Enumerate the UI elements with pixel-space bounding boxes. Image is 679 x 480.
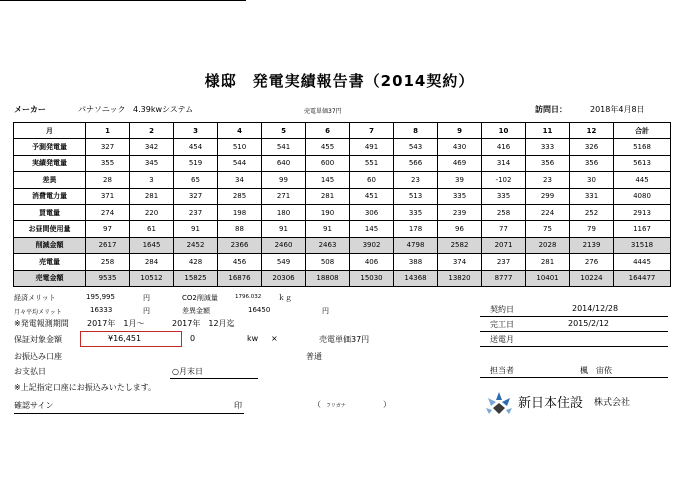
table-cell: 20306 (262, 270, 306, 286)
row-label: 予測発電量 (14, 139, 86, 155)
row-label: お昼間使用量 (14, 221, 86, 237)
co2-label: CO2削減量 (182, 294, 218, 302)
contract-date-line (480, 316, 668, 317)
company-logo-mark (484, 390, 514, 416)
table-cell: 274 (86, 204, 130, 220)
row-label: 消費電力量 (14, 188, 86, 204)
table-cell: 333 (526, 139, 570, 155)
table-header-row (14, 123, 671, 139)
maker-label: メーカー (14, 105, 46, 114)
table-cell: 519 (174, 155, 218, 171)
table-cell: 345 (130, 155, 174, 171)
table-cell: 23 (394, 172, 438, 188)
table-cell: 371 (86, 188, 130, 204)
contract-date-label: 契約日 (490, 305, 514, 314)
table-cell: 285 (218, 188, 262, 204)
furigana-label: フリガナ (326, 403, 346, 409)
table-cell: 314 (482, 155, 526, 171)
guarantee-qty: 0 (190, 334, 196, 343)
diff-unit: 円 (322, 307, 329, 315)
table-row (14, 172, 671, 188)
table-cell: 16876 (218, 270, 262, 286)
seal-label: 印 (234, 401, 242, 410)
table-cell: 237 (174, 204, 218, 220)
logo-petal (502, 398, 510, 406)
table-header-cell: 5 (262, 123, 306, 139)
table-cell: 513 (394, 188, 438, 204)
table-cell: 327 (174, 188, 218, 204)
table-cell: 281 (526, 254, 570, 270)
table-cell: 91 (262, 221, 306, 237)
guarantee-unit: kw (247, 334, 259, 343)
table-cell: 299 (526, 188, 570, 204)
table-cell: 640 (262, 155, 306, 171)
table-cell: 10512 (130, 270, 174, 286)
table-cell: 145 (306, 172, 350, 188)
table-cell: 178 (394, 221, 438, 237)
table-cell: 88 (218, 221, 262, 237)
table-cell: 10401 (526, 270, 570, 286)
complete-date-line (480, 331, 668, 332)
table-cell: 180 (262, 204, 306, 220)
table-cell: 14368 (394, 270, 438, 286)
period-start: 2017年 1月～ (87, 319, 145, 328)
table-cell: 10224 (570, 270, 614, 286)
table-cell: 549 (262, 254, 306, 270)
table-header-cell: 10 (482, 123, 526, 139)
diff-label: 差異金額 (182, 307, 210, 315)
table-cell: 252 (570, 204, 614, 220)
table-cell: 456 (218, 254, 262, 270)
payday-value: ○月末日 (172, 367, 203, 376)
table-cell: 23 (526, 172, 570, 188)
table-cell: 4445 (614, 254, 671, 270)
table-cell: 374 (438, 254, 482, 270)
table-cell: 428 (174, 254, 218, 270)
table-cell: 9535 (86, 270, 130, 286)
company-name: 新日本住設 (518, 396, 584, 411)
maker-value: パナソニック (78, 105, 126, 114)
table-cell: 97 (86, 221, 130, 237)
table-cell: 356 (526, 155, 570, 171)
table-cell: 335 (482, 188, 526, 204)
table-cell: 65 (174, 172, 218, 188)
co2-value: 1796.032 (235, 294, 262, 300)
table-cell: 284 (130, 254, 174, 270)
table-cell: 3 (130, 172, 174, 188)
table-cell: 2913 (614, 204, 671, 220)
table-cell: 258 (482, 204, 526, 220)
staff-name: 楓 宙依 (580, 366, 612, 375)
table-cell: 239 (438, 204, 482, 220)
staff-label: 担当者 (490, 366, 514, 375)
table-cell: 2463 (306, 237, 350, 253)
period-label: ※発電報測期間 (14, 319, 69, 328)
table-cell: 454 (174, 139, 218, 155)
table-cell: 331 (570, 188, 614, 204)
payday-label: お支払日 (14, 367, 46, 376)
logo-petal (506, 408, 512, 414)
row-label: 買電量 (14, 204, 86, 220)
table-cell: 15825 (174, 270, 218, 286)
logo-petal (496, 392, 502, 400)
header-underline (0, 0, 246, 1)
logo-petal (493, 403, 505, 414)
generation-table (13, 122, 671, 287)
table-header-cell: 合計 (614, 123, 671, 139)
table-row (14, 270, 671, 286)
table-cell: 39 (438, 172, 482, 188)
table-cell: 1167 (614, 221, 671, 237)
unit-price-note: 売電単価37円 (304, 108, 342, 115)
table-header-cell: 3 (174, 123, 218, 139)
table-cell: 356 (570, 155, 614, 171)
table-cell: 1645 (130, 237, 174, 253)
table-cell: 469 (438, 155, 482, 171)
table-cell: 335 (438, 188, 482, 204)
table-cell: 2452 (174, 237, 218, 253)
complete-date: 2015/2/12 (568, 319, 610, 328)
table-cell: 5168 (614, 139, 671, 155)
table-cell: 551 (350, 155, 394, 171)
table-cell: 61 (130, 221, 174, 237)
page-title: 様邸 発電実績報告書（2014契約） (204, 72, 475, 90)
table-cell: 18808 (306, 270, 350, 286)
row-label: 削減金額 (14, 237, 86, 253)
table-cell: 566 (394, 155, 438, 171)
table-cell: 5613 (614, 155, 671, 171)
table-row (14, 237, 671, 253)
table-cell: 342 (130, 139, 174, 155)
table-row (14, 204, 671, 220)
table-cell: 3902 (350, 237, 394, 253)
send-month-label: 送電月 (490, 335, 514, 344)
table-row (14, 188, 671, 204)
table-cell: 508 (306, 254, 350, 270)
table-cell: 31518 (614, 237, 671, 253)
table-cell: 145 (350, 221, 394, 237)
table-cell: 544 (218, 155, 262, 171)
table-cell: 327 (86, 139, 130, 155)
logo-petal (486, 408, 492, 414)
table-cell: 510 (218, 139, 262, 155)
table-header-cell: 9 (438, 123, 482, 139)
signature-label: 確認サイン (14, 401, 54, 410)
guarantee-amount: ¥16,451 (108, 334, 142, 343)
transfer-note: ※上記指定口座にお振込みいたします。 (14, 383, 157, 392)
table-cell: 306 (350, 204, 394, 220)
table-cell: 75 (526, 221, 570, 237)
table-cell: 451 (350, 188, 394, 204)
table-cell: 416 (482, 139, 526, 155)
table-cell: 281 (130, 188, 174, 204)
visit-date: 2018年4月8日 (590, 105, 645, 114)
bank-type: 普通 (306, 352, 322, 361)
bank-label: お振込み口座 (14, 352, 62, 361)
period-end: 2017年 12月迄 (172, 319, 235, 328)
table-row (14, 254, 671, 270)
table-cell: 2460 (262, 237, 306, 253)
table-cell: 164477 (614, 270, 671, 286)
table-cell: 91 (306, 221, 350, 237)
merit-value: 195,995 (86, 293, 115, 301)
table-cell: 276 (570, 254, 614, 270)
monthly-value: 16333 (90, 306, 113, 314)
table-header-cell: 1 (86, 123, 130, 139)
table-cell: 13820 (438, 270, 482, 286)
table-cell: 2139 (570, 237, 614, 253)
table-cell: 4080 (614, 188, 671, 204)
table-header-cell: 2 (130, 123, 174, 139)
table-cell: 8777 (482, 270, 526, 286)
table-cell: 445 (614, 172, 671, 188)
furigana-open: （ (313, 400, 321, 409)
table-cell: 224 (526, 204, 570, 220)
table-cell: 491 (350, 139, 394, 155)
table-cell: 271 (262, 188, 306, 204)
table-cell: 406 (350, 254, 394, 270)
table-cell: 2582 (438, 237, 482, 253)
table-cell: 543 (394, 139, 438, 155)
row-label: 実績発電量 (14, 155, 86, 171)
co2-unit: ｋｇ (278, 294, 292, 302)
table-cell: 190 (306, 204, 350, 220)
guarantee-times: × (271, 334, 278, 343)
send-month-line (480, 346, 668, 347)
table-cell: 91 (174, 221, 218, 237)
table-cell: 2071 (482, 237, 526, 253)
table-cell: 258 (86, 254, 130, 270)
table-cell: 388 (394, 254, 438, 270)
visit-label: 訪問日： (535, 105, 567, 114)
table-cell: 28 (86, 172, 130, 188)
table-header-cell: 6 (306, 123, 350, 139)
table-cell: 281 (306, 188, 350, 204)
monthly-unit: 円 (143, 307, 150, 315)
table-header-cell: 11 (526, 123, 570, 139)
table-cell: 455 (306, 139, 350, 155)
table-cell: 79 (570, 221, 614, 237)
row-label: 売電量 (14, 254, 86, 270)
table-row (14, 221, 671, 237)
table-cell: 15030 (350, 270, 394, 286)
table-cell: 326 (570, 139, 614, 155)
row-label: 売電金額 (14, 270, 86, 286)
table-cell: 30 (570, 172, 614, 188)
system-value: 4.39kwシステム (133, 105, 194, 114)
table-cell: 34 (218, 172, 262, 188)
diff-value: 16450 (248, 306, 271, 314)
table-cell: 60 (350, 172, 394, 188)
table-cell: 430 (438, 139, 482, 155)
table-cell: 99 (262, 172, 306, 188)
table-header-cell: 4 (218, 123, 262, 139)
table-row (14, 155, 671, 171)
table-cell: -102 (482, 172, 526, 188)
table-row (14, 139, 671, 155)
merit-label: 経済メリット (14, 294, 56, 302)
table-cell: 541 (262, 139, 306, 155)
contract-date: 2014/12/28 (572, 304, 619, 313)
table-cell: 220 (130, 204, 174, 220)
guarantee-label: 保証対象金額 (14, 335, 62, 344)
signature-underline (14, 413, 244, 414)
table-cell: 237 (482, 254, 526, 270)
table-cell: 335 (394, 204, 438, 220)
company-suffix: 株式会社 (594, 398, 631, 408)
table-cell: 96 (438, 221, 482, 237)
table-header-month: 月 (14, 123, 86, 139)
staff-line (480, 377, 668, 378)
monthly-label: 月々平均メリット (14, 309, 62, 316)
table-cell: 77 (482, 221, 526, 237)
furigana-close: ） (383, 400, 391, 409)
table-cell: 600 (306, 155, 350, 171)
table-header-cell: 12 (570, 123, 614, 139)
payday-underline (170, 378, 258, 379)
table-cell: 4798 (394, 237, 438, 253)
table-header-cell: 8 (394, 123, 438, 139)
merit-unit: 円 (143, 294, 150, 302)
table-cell: 2028 (526, 237, 570, 253)
table-cell: 355 (86, 155, 130, 171)
table-cell: 2617 (86, 237, 130, 253)
table-cell: 198 (218, 204, 262, 220)
table-header-cell: 7 (350, 123, 394, 139)
complete-date-label: 完工日 (490, 320, 514, 329)
table-cell: 2366 (218, 237, 262, 253)
logo-petal (488, 398, 496, 406)
row-label: 差異 (14, 172, 86, 188)
guarantee-price: 売電単価37円 (319, 335, 370, 344)
